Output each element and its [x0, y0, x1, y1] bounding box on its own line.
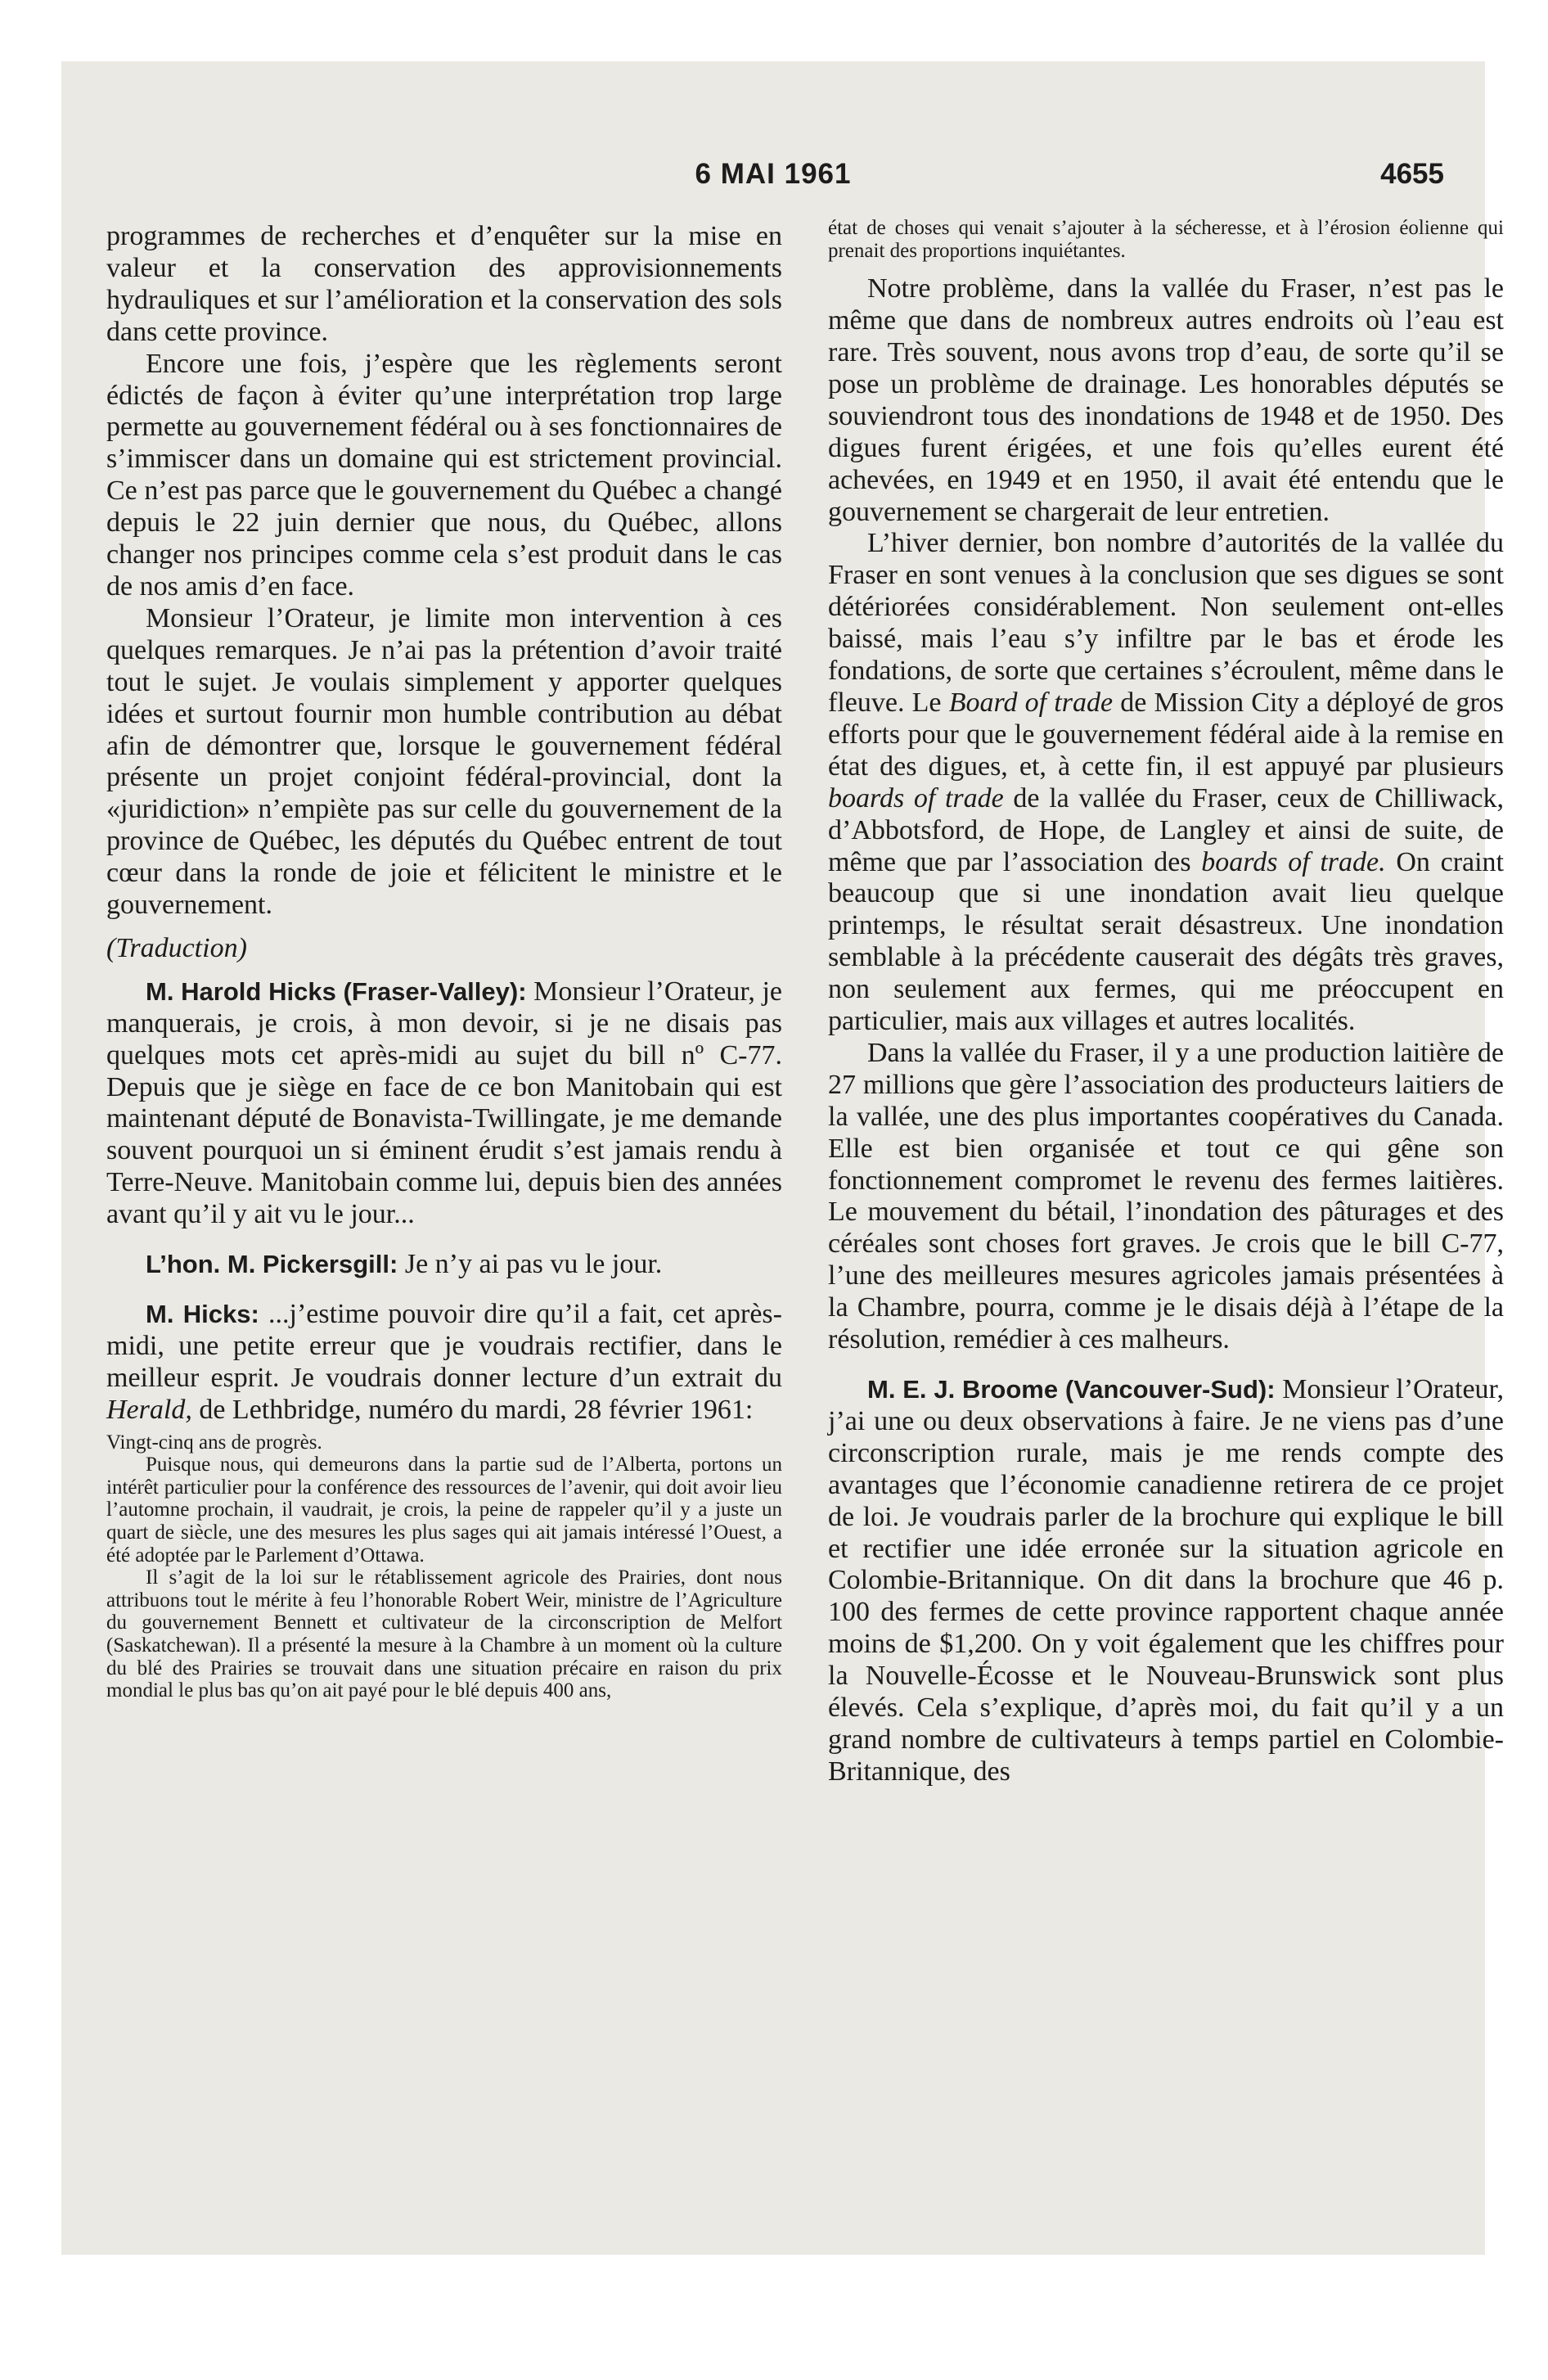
speaker-name: M. E. J. Broome (Vancouver-Sud):	[867, 1375, 1276, 1404]
text-run: On craint beaucoup que si une inondation avait lieu quelque printemps, le résultat serait désastreux. Une inondation semblable à la précédente causerait des dégâts très graves, non seulement aux fermes, qui me préoccupent en particulier, mais aux villages et autres localités.	[828, 846, 1505, 1037]
page-number: 4655	[1380, 158, 1444, 190]
page-scan	[61, 61, 1505, 2255]
newspaper-name: Herald,	[106, 1394, 192, 1425]
text-run: de Mission City a déployé de gros efforts pour que le gouvernement fédéral aide à la remise en état des digues, et, à cette fin, il est appuyé par plusieurs	[828, 687, 1505, 782]
page-header	[61, 158, 1485, 207]
speech-pickersgill	[106, 1249, 782, 1281]
speech-text: Monsieur l’Orateur, j’ai une ou deux observations à faire. Je ne viens pas d’une circonscription rurale, mais je me rends compte des avantages que l’économie canadienne retirera de ce projet de loi. Je voudrais parler de la brochure qui explique le bill et rectifier une idée erronée sur la situation agricole en Colombie-Britannique. On dit dans la brochure que 46 p. 100 des fermes de cette province rapportent chaque année moins de $1,200. On y voit également que les chiffres pour la Nouvelle-Écosse et le Nouveau-Brunswick sont plus élevés. Cela s’explique, d’après moi, du fait qu’il y a un grand nombre de cultivateurs à temps partiel en Colombie-Britannique, des	[828, 1374, 1504, 1787]
speech-text: de Lethbridge, numéro du mardi, 28 février 1961:	[191, 1394, 754, 1425]
quote-paragraph: Il s’agit de la loi sur le rétablissement agricole des Prairies, dont nous attribuons tout le mérite à feu l’honorable Robert Weir, ministre de l’Agriculture du gouvernement Bennett et cultivateur de la circonscription de Melfort (Saskatchewan). Il a présenté la mesure à la Chambre à un moment où la culture du blé des Prairies se trouvait dans une situation précaire en raison du prix mondial le plus bas qu’on ait payé pour le blé depuis 400 ans,	[106, 1566, 782, 1702]
speech-broome	[828, 1374, 1504, 1788]
text-run: Board of trade	[948, 687, 1114, 718]
paragraph: programmes de recherches et d’enquêter sur la mise en valeur et la conservation des approvisionnements hydrauliques et sur l’amélioration et la conservation des sols dans cette province.	[106, 221, 782, 347]
speaker-name: M. Hicks:	[146, 1300, 259, 1328]
speech-hicks	[106, 976, 782, 1231]
text-run: boards of trade	[828, 782, 1004, 814]
text-run: L’hiver dernier, bon nombre d’autorités de la vallée du Fraser en sont venues à la conclusion que ses digues se sont détériorées considérablement. Non seulement ont-elles baissé, mais l’eau s’y infiltre par le bas et érode les fondations, de sorte que certaines s’écroulent, même dans le fleuve. Le	[828, 528, 1504, 718]
speaker-name: L’hon. M. Pickersgill:	[146, 1250, 398, 1279]
text-run: boards of trade.	[1201, 846, 1386, 877]
speech-hicks-2	[106, 1299, 782, 1427]
paragraph: Notre problème, dans la vallée du Fraser, n’est pas le même que dans de nombreux autres endroits où l’eau est rare. Très souvent, nous avons trop d’eau, de sorte qu’il se pose un problème de drainage. Les honorables députés se souviendront tous des inondations de 1948 et de 1950. Des digues furent érigées, et une fois qu’elles eurent été achevées, en 1949 et en 1950, il avait été entendu que le gouvernement se chargerait de leur entretien.	[828, 273, 1504, 527]
page-date: 6 MAI 1961	[695, 158, 852, 190]
speech-text: Je n’y ai pas vu le jour.	[398, 1249, 663, 1280]
paragraph: Encore une fois, j’espère que les règlements seront édictés de façon à éviter qu’une interprétation trop large permette au gouvernement fédéral ou à ses fonctionnaires de s’immiscer dans un domaine qui est strictement provincial. Ce n’est pas parce que le gouvernement du Québec a changé depuis le 22 juin dernier que nous, du Québec, allons changer nos principes comme cela s’est produit dans le cas de nos amis d’en face.	[106, 348, 782, 602]
speaker-name: M. Harold Hicks (Fraser-Valley):	[146, 976, 527, 1006]
speech-text: ...j’estime pouvoir dire qu’il a fait, cet après-midi, une petite erreur que je voudrais rectifier, dans le meilleur esprit. Je voudrais donner lecture d’un extrait du	[106, 1299, 782, 1393]
paragraph: Monsieur l’Orateur, je limite mon intervention à ces quelques remarques. Je n’ai pas la prétention d’avoir traité tout le sujet. Je voulais simplement y apporter quelques idées et surtout fournir mon humble contribution au débat afin de démontrer que, lorsque le gouvernement fédéral présente un projet conjoint fédéral-provincial, dont la «juridiction» n’empiète pas sur celle du gouvernement de la province de Québec, les députés du Québec entrent de tout cœur dans la ronde de joie et félicitent le ministre et le gouvernement.	[106, 602, 782, 921]
right-column	[828, 217, 1504, 1788]
paragraph	[828, 528, 1504, 1038]
left-column	[106, 221, 782, 1702]
translation-note: (Traduction)	[106, 932, 247, 963]
text-run: de la vallée du Fraser, ceux de Chilliwack, d’Abbotsford, de Hope, de Langley et ainsi de suite, de même que par l’association des	[828, 782, 1504, 877]
speech-text: Monsieur l’Orateur, je manquerais, je crois, à mon devoir, si je ne disais pas quelques mots cet après-midi au sujet du bill nº C-77. Depuis que je siège en face de ce bon Manitobain qui est maintenant député de Bonavista-Twillingate, je me demande souvent pourquoi un si éminent érudit s’est jamais rendu à Terre-Neuve. Manitobain comme lui, depuis bien des années avant qu’il y ait vu le jour...	[106, 976, 783, 1230]
quote-title: Vingt-cinq ans de progrès.	[106, 1431, 322, 1454]
quote-continuation: état de choses qui venait s’ajouter à la sécheresse, et à l’érosion éolienne qui prenait des proportions inquiétantes.	[828, 217, 1504, 262]
quote-paragraph: Puisque nous, qui demeurons dans la partie sud de l’Alberta, portons un intérêt particulier pour la conférence des ressources de l’avenir, qui doit avoir lieu l’automne prochain, il vaudrait, je crois, la peine de rappeler qu’il y a juste un quart de siècle, une des mesures les plus sages qui ait jamais intéressé l’Ouest, a été adoptée par le Parlement d’Ottawa.	[106, 1454, 782, 1566]
paragraph: Dans la vallée du Fraser, il y a une production laitière de 27 millions que gère l’association des producteurs laitiers de la vallée, une des plus importantes coopératives du Canada. Elle est bien organisée et tout ce qui gêne son fonctionnement compromet le revenu des fermes laitières. Le mouvement du bétail, l’inondation des pâturages et des céréales sont choses fort graves. Je crois que le bill C-77, l’une des meilleures mesures agricoles jamais présentées à la Chambre, pourra, comme je le disais déjà à l’étape de la résolution, remédier à ces malheurs.	[828, 1037, 1504, 1355]
